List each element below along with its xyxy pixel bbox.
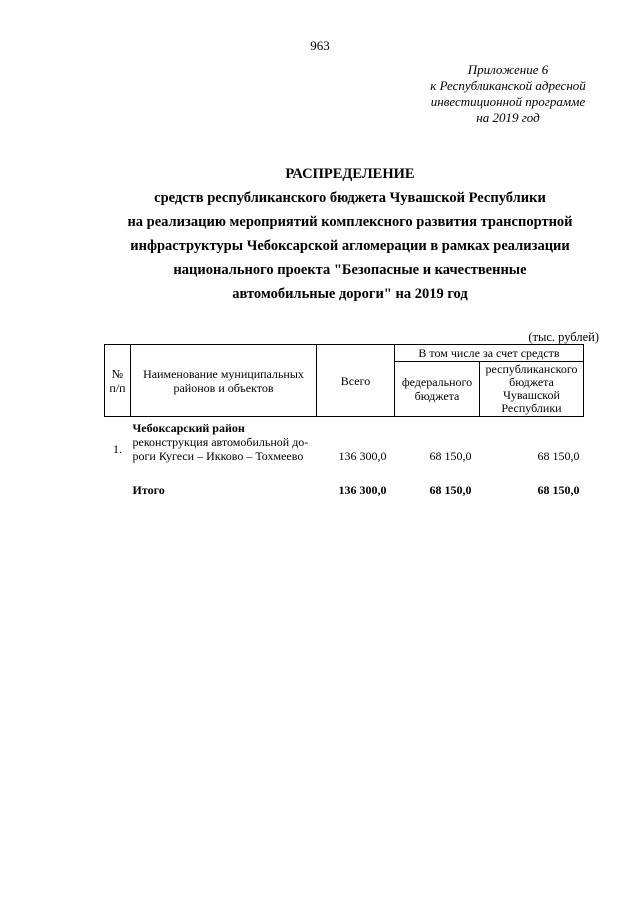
appendix-line: к Республиканской адресной <box>430 78 586 93</box>
summary-republican: 68 150,0 <box>537 483 580 497</box>
object-name <box>131 435 317 463</box>
title-line: национального проекта "Безопасные и качественные <box>173 262 527 278</box>
distribution-table <box>104 344 584 497</box>
header-including: В том числе за счет средств <box>395 345 584 362</box>
title-line: автомобильные дороги" на 2019 год <box>232 286 468 302</box>
appendix-line: на 2019 год <box>476 110 540 125</box>
table-row <box>105 435 584 463</box>
summary-federal: 68 150,0 <box>429 483 472 497</box>
summary-total: 136 300,0 <box>338 483 387 497</box>
header-republican: республиканского бюджета Чувашской Республики <box>480 362 584 417</box>
appendix-line: инвестиционной программе <box>430 94 586 109</box>
title-line: средств республиканского бюджета Чувашской Республики <box>154 190 546 206</box>
object-name-line: реконструкция автомобильной до- <box>132 435 309 449</box>
header-name: Наименование муниципальных районов и объектов <box>131 345 317 417</box>
document-title <box>60 162 640 306</box>
title-line: на реализацию мероприятий комплексного развития транспортной <box>127 214 573 230</box>
appendix-note <box>388 62 628 126</box>
units-label: (тыс. рублей) <box>528 330 599 344</box>
summary-label: Итого <box>132 483 165 497</box>
object-name-line: роги Кугеси – Икково – Тохмеево <box>132 449 304 463</box>
district-row <box>105 417 584 436</box>
row-number: 1. <box>113 442 122 456</box>
row-republican: 68 150,0 <box>537 449 580 463</box>
header-number: № п/п <box>105 345 131 417</box>
row-federal: 68 150,0 <box>429 449 472 463</box>
summary-row <box>105 463 584 497</box>
title-line: РАСПРЕДЕЛЕНИЕ <box>285 166 415 182</box>
appendix-line: Приложение 6 <box>467 62 549 77</box>
district-name: Чебоксарский район <box>132 421 245 435</box>
header-federal: федерального бюджета <box>395 362 480 417</box>
page-number: 963 <box>310 38 330 53</box>
title-line: инфраструктуры Чебоксарской агломерации в рамках реализации <box>130 238 570 254</box>
header-total: Всего <box>317 345 395 417</box>
row-total: 136 300,0 <box>338 449 387 463</box>
